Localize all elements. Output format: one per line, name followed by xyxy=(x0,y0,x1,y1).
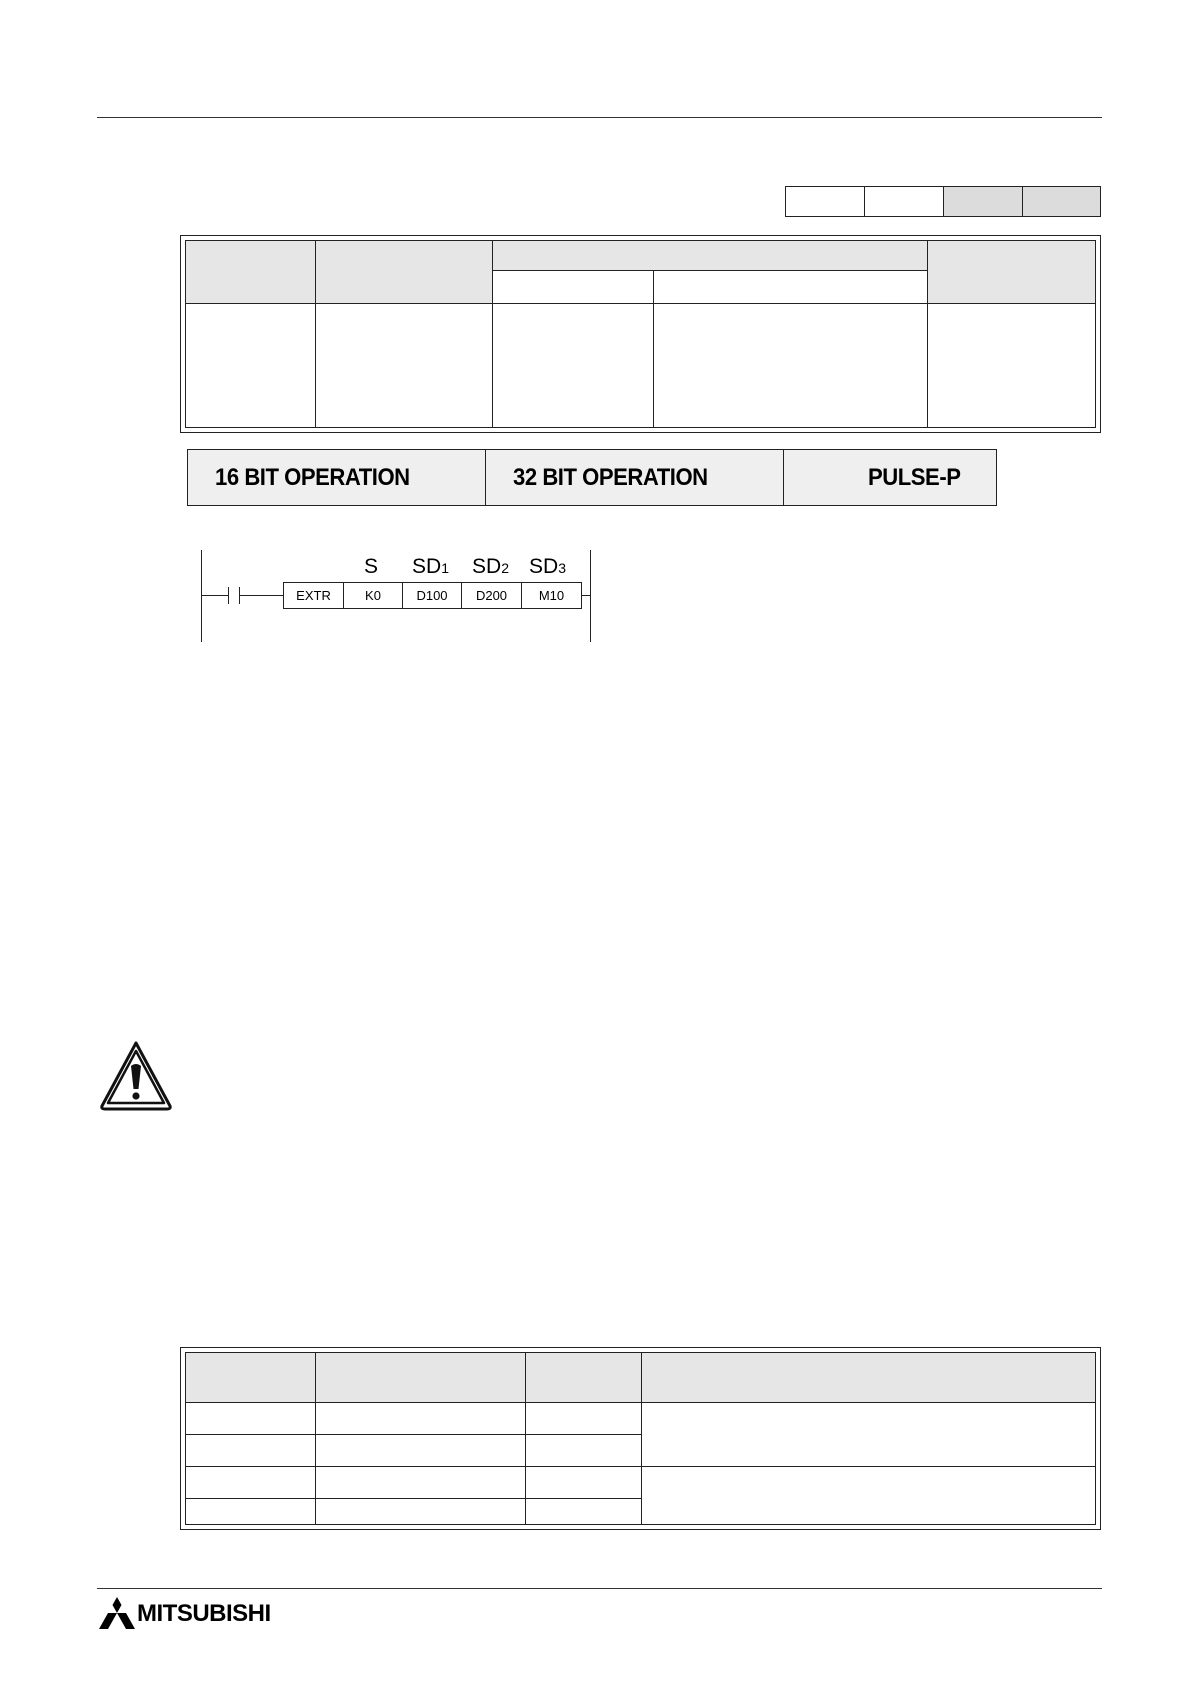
indicator-box-1 xyxy=(785,186,865,217)
row-divider xyxy=(186,1434,641,1435)
operand-box-sd3: M10 xyxy=(521,582,582,609)
row-divider xyxy=(186,303,1095,304)
instruction-box: EXTR xyxy=(283,582,344,609)
brand-name: MITSUBISHI xyxy=(137,1600,271,1627)
lower-table xyxy=(180,1347,1101,1530)
sub-header-bg xyxy=(493,271,927,303)
col-divider xyxy=(492,241,493,427)
footer-rule xyxy=(97,1588,1102,1589)
right-power-rail xyxy=(590,550,591,642)
indicator-box-4 xyxy=(1022,186,1101,217)
operand-label-s: S xyxy=(364,555,379,578)
op-16bit-label: 16 BIT OPERATION xyxy=(215,463,410,491)
operand-label-sd3: SD3 xyxy=(529,555,566,578)
op-16bit-cell xyxy=(188,450,486,505)
col-divider xyxy=(927,241,928,427)
row-divider xyxy=(186,1498,641,1499)
operand-box-sd2: D200 xyxy=(461,582,522,609)
operand-table-inner xyxy=(185,240,1096,428)
header-rule xyxy=(97,117,1102,118)
indicator-box-2 xyxy=(864,186,944,217)
row-divider xyxy=(186,1402,1095,1403)
warning-icon xyxy=(100,1040,172,1112)
op-pulse-label: PULSE-P xyxy=(867,463,961,491)
operand-label-sd2: SD2 xyxy=(472,555,509,578)
lower-table-inner xyxy=(185,1352,1096,1525)
mitsubishi-logo-icon xyxy=(99,1597,135,1629)
rung-wire-end xyxy=(582,595,590,596)
indicator-box-3 xyxy=(943,186,1023,217)
col-divider xyxy=(315,241,316,427)
operand-box-s: K0 xyxy=(343,582,403,609)
row-divider xyxy=(186,1466,1095,1467)
operand-table xyxy=(180,235,1101,433)
operation-bar xyxy=(187,449,997,506)
operand-box-sd1: D100 xyxy=(402,582,462,609)
op-32bit-label: 32 BIT OPERATION xyxy=(513,463,708,491)
ladder-diagram xyxy=(190,550,610,645)
op-32bit-cell xyxy=(486,450,784,505)
operand-label-sd1: SD1 xyxy=(412,555,449,578)
left-power-rail xyxy=(201,550,202,642)
col-divider xyxy=(653,270,654,303)
contact-symbol xyxy=(228,587,240,604)
col-divider xyxy=(641,1353,642,1524)
op-pulse-cell xyxy=(784,450,1052,505)
